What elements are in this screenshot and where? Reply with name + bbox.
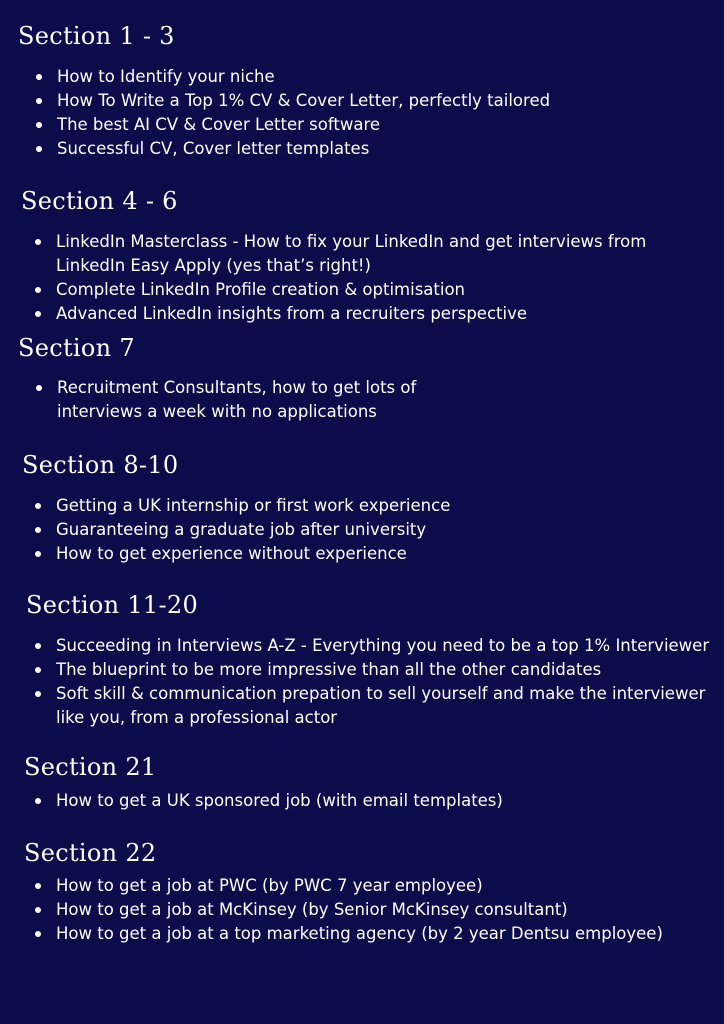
list-item-continuation: like you, from a professional actor (56, 708, 338, 727)
list-item: Advanced LinkedIn insights from a recruiters perspective (29, 302, 646, 326)
list-item: How to get a job at a top marketing agency (by 2 year Dentsu employee) (29, 922, 663, 946)
list-item: The blueprint to be more impressive than all the other candidates (29, 658, 709, 682)
bullet-dot-icon (35, 551, 41, 557)
section-7-list (30, 376, 416, 424)
list-item: Recruitment Consultants, how to get lots of (30, 376, 416, 400)
section-title-22: Section 22 (24, 839, 157, 867)
list-item: Guaranteeing a graduate job after university (29, 518, 450, 542)
section-1-3-list (30, 65, 550, 161)
section-title-7: Section 7 (18, 334, 135, 362)
bullet-dot-icon (36, 385, 42, 391)
section-title-11-20: Section 11-20 (26, 591, 199, 619)
list-item: The best AI CV & Cover Letter software (30, 113, 550, 137)
list-item: Successful CV, Cover letter templates (30, 137, 550, 161)
list-item: LinkedIn Masterclass - How to fix your LinkedIn and get interviews from (29, 230, 646, 254)
bullet-dot-icon (35, 527, 41, 533)
section-title-4-6: Section 4 - 6 (21, 187, 178, 215)
bullet-dot-icon (35, 643, 41, 649)
section-11-20-list (29, 634, 709, 730)
bullet-dot-icon (35, 691, 41, 697)
list-item: How to get experience without experience (29, 542, 450, 566)
bullet-dot-icon (35, 239, 41, 245)
list-item: Soft skill & communication prepation to sell yourself and make the interviewer (29, 682, 709, 706)
bullet-dot-icon (35, 311, 41, 317)
bullet-dot-icon (35, 667, 41, 673)
bullet-dot-icon (36, 146, 42, 152)
list-item-continuation: LinkedIn Easy Apply (yes that’s right!) (56, 256, 371, 275)
bullet-dot-icon (36, 74, 42, 80)
list-item: How To Write a Top 1% CV & Cover Letter, perfectly tailored (30, 89, 550, 113)
bullet-dot-icon (35, 883, 41, 889)
section-8-10-list (29, 494, 450, 566)
section-21-list (29, 789, 503, 813)
section-title-8-10: Section 8-10 (22, 451, 179, 479)
bullet-dot-icon (35, 931, 41, 937)
list-item-continuation: interviews a week with no applications (57, 402, 377, 421)
section-22-list (29, 874, 663, 946)
bullet-dot-icon (35, 287, 41, 293)
bullet-dot-icon (35, 798, 41, 804)
bullet-dot-icon (35, 907, 41, 913)
list-item: How to Identify your niche (30, 65, 550, 89)
list-item: How to get a job at PWC (by PWC 7 year employee) (29, 874, 663, 898)
bullet-dot-icon (35, 503, 41, 509)
bullet-dot-icon (36, 98, 42, 104)
list-item: How to get a job at McKinsey (by Senior McKinsey consultant) (29, 898, 663, 922)
bullet-dot-icon (36, 122, 42, 128)
list-item: Complete LinkedIn Profile creation & optimisation (29, 278, 646, 302)
section-title-1-3: Section 1 - 3 (18, 22, 175, 50)
list-item: How to get a UK sponsored job (with email templates) (29, 789, 503, 813)
list-item: Getting a UK internship or first work experience (29, 494, 450, 518)
section-title-21: Section 21 (24, 753, 157, 781)
list-item: Succeeding in Interviews A-Z - Everything you need to be a top 1% Interviewer (29, 634, 709, 658)
section-4-6-list (29, 230, 646, 326)
